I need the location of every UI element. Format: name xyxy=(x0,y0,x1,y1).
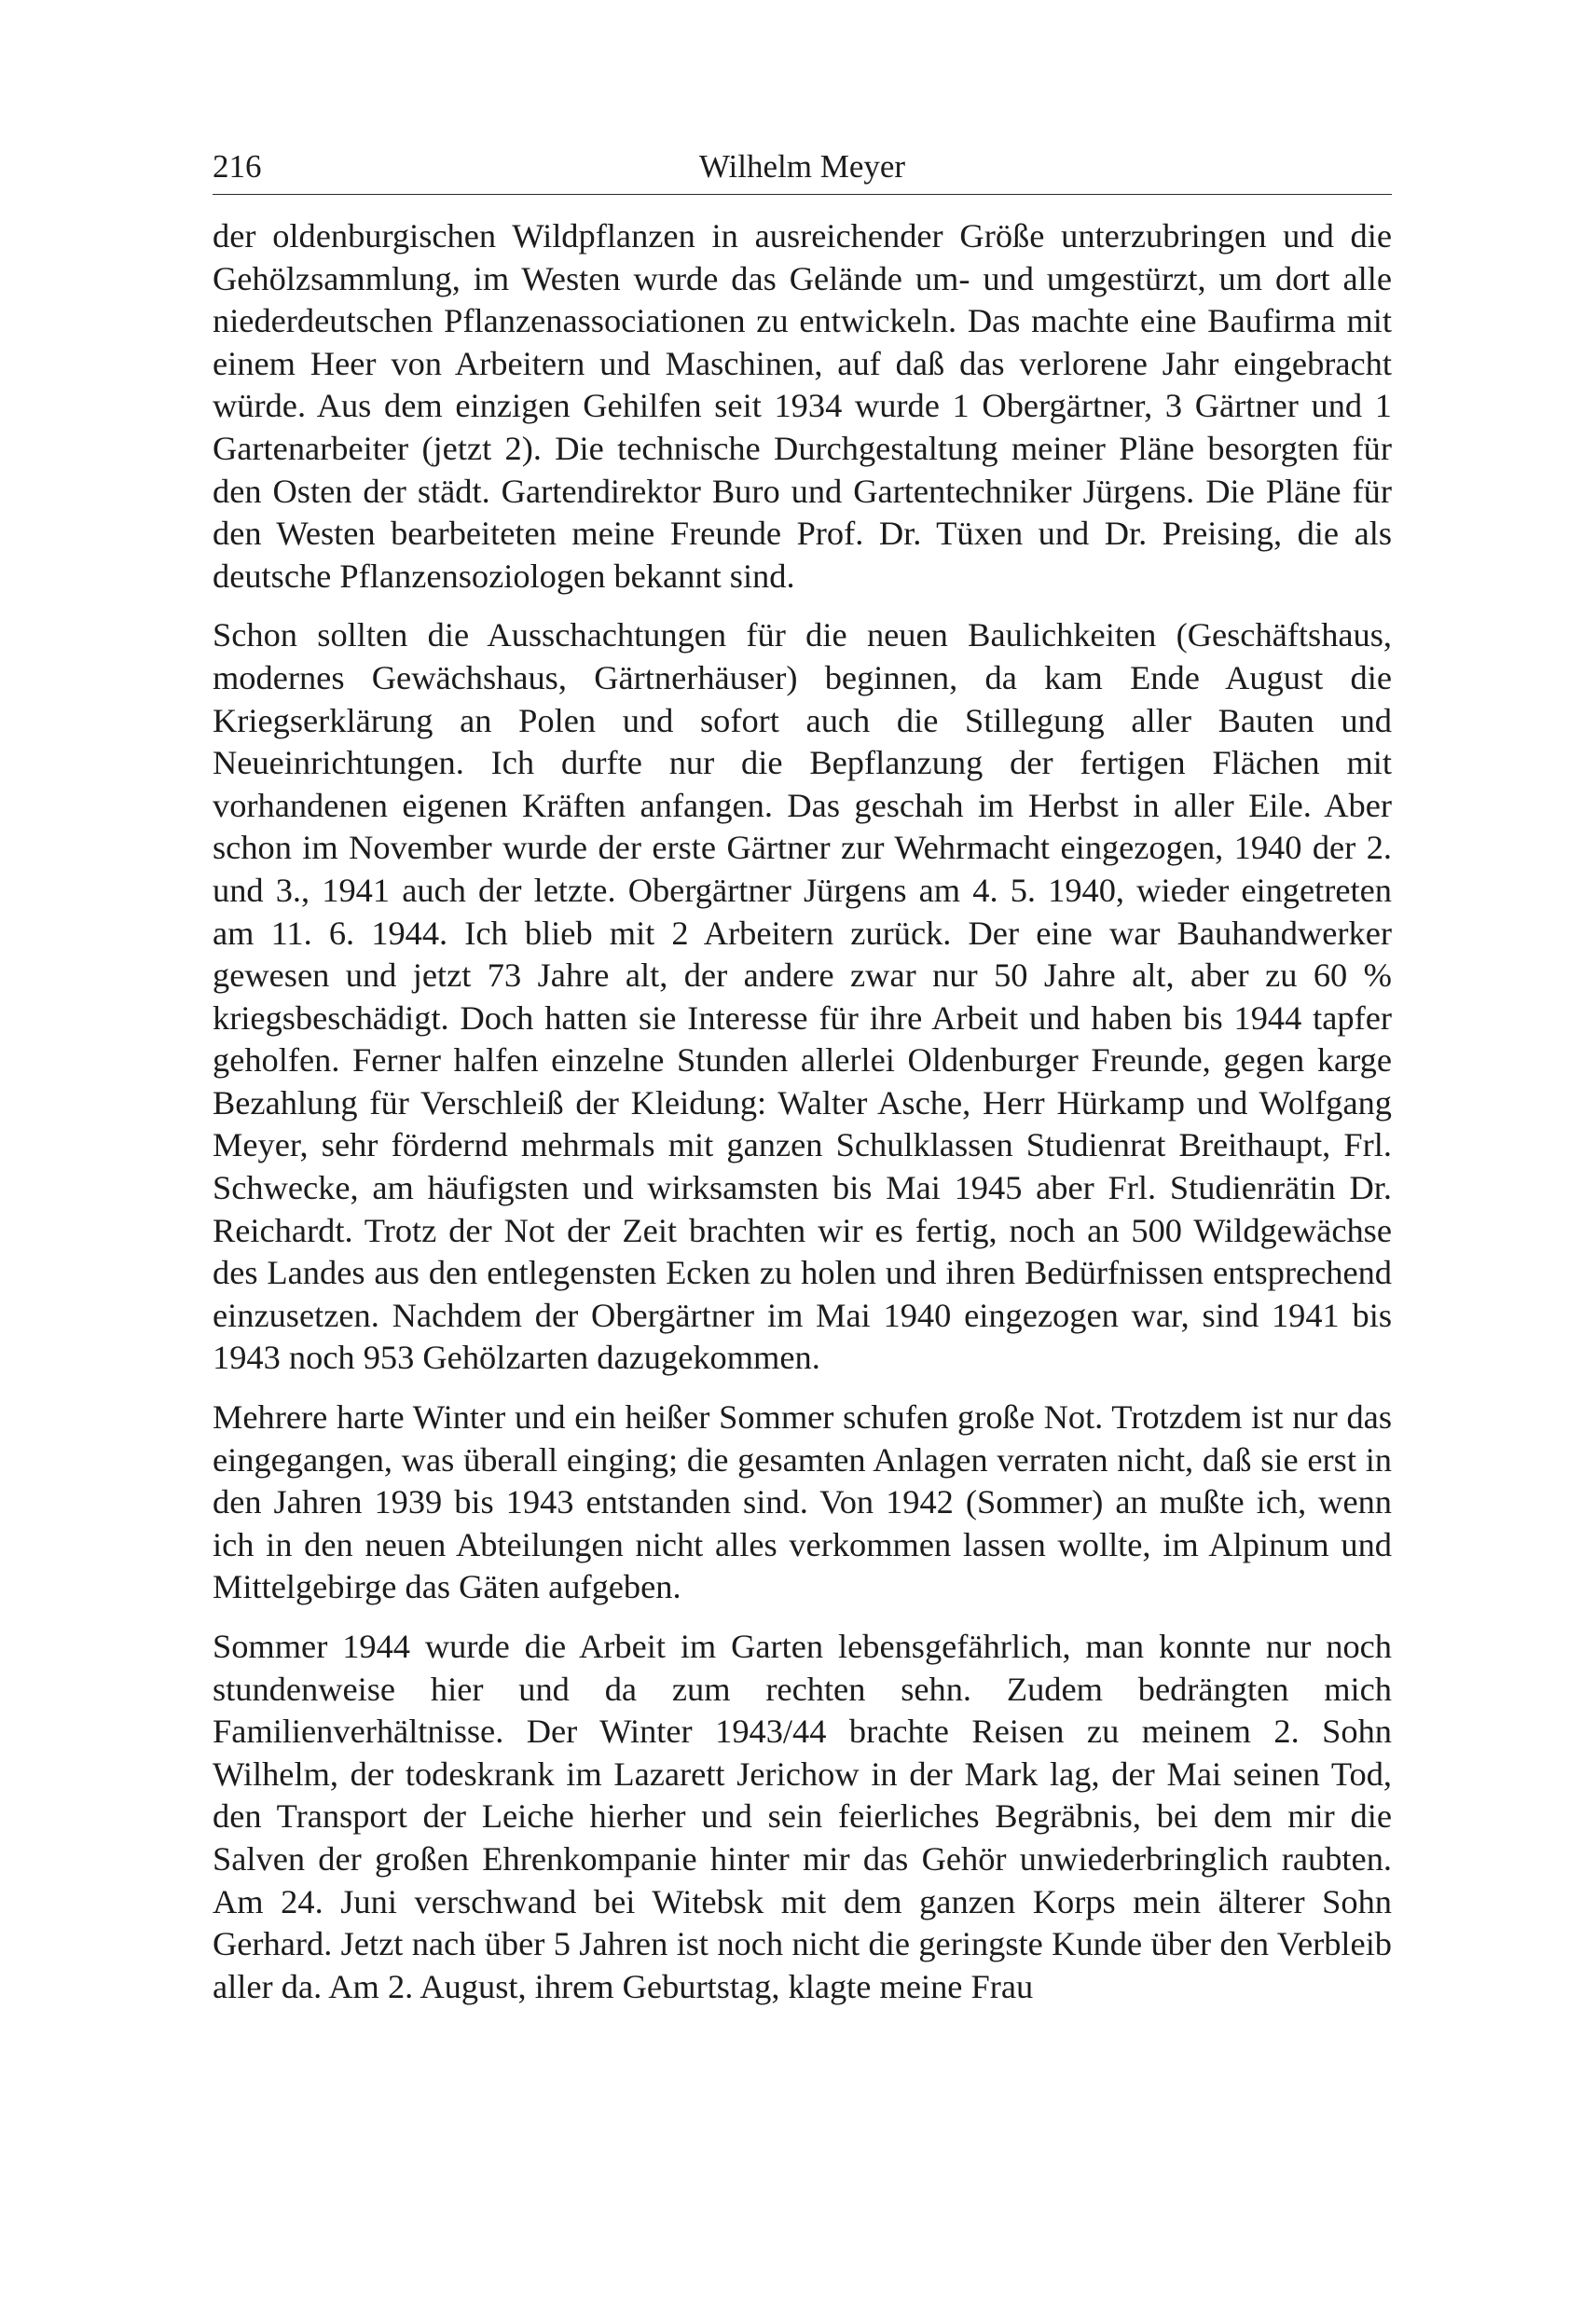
paragraph-2: Schon sollten die Ausschachtungen für die neuen Baulichkeiten (Geschäftshaus, modernes Gewächshaus, Gärtnerhäuser) beginnen, da kam Ende August die Kriegserklärung an Polen und sofort auch die Stillegung aller Bauten und Neueinrichtungen. Ich durfte nur die Bepflanzung der fertigen Flächen mit vorhandenen eigenen Kräften anfangen. Das geschah im Herbst in aller Eile. Aber schon im November wurde der erste Gärtner zur Wehrmacht eingezogen, 1940 der 2. und 3., 1941 auch der letzte. Obergärtner Jürgens am 4. 5. 1940, wieder eingetreten am 11. 6. 1944. Ich blieb mit 2 Arbeitern zurück. Der eine war Bauhandwerker gewesen und jetzt 73 Jahre alt, der andere zwar nur 50 Jahre alt, aber zu 60 % kriegsbeschädigt. Doch hatten sie Interesse für ihre Arbeit und haben bis 1944 tapfer geholfen. Ferner halfen einzelne Stunden allerlei Oldenburger Freunde, gegen karge Bezahlung für Verschleiß der Kleidung: Walter Asche, Herr Hürkamp und Wolfgang Meyer, sehr fördernd mehrmals mit ganzen Schulklassen Studienrat Breithaupt, Frl. Schwecke, am häufigsten und wirksamsten bis Mai 1945 aber Frl. Studienrätin Dr. Reichardt. Trotz der Not der Zeit brachten wir es fertig, noch an 500 Wildgewächse des Landes aus den entlegensten Ecken zu holen und ihren Bedürfnissen entsprechend einzusetzen. Nachdem der Obergärtner im Mai 1940 eingezogen war, sind 1941 bis 1943 noch 953 Gehölzarten dazugekommen. xyxy=(213,616,1392,1377)
paragraph-4: Sommer 1944 wurde die Arbeit im Garten lebensgefährlich, man konnte nur noch stundenweise hier und da zum rechten sehn. Zudem bedrängten mich Familienverhältnisse. Der Winter 1943/44 brachte Reisen zu meinem 2. Sohn Wilhelm, der todeskrank im Lazarett Jerichow in der Mark lag, der Mai seinen Tod, den Transport der Leiche hierher und sein feierliches Begräbnis, bei dem mir die Salven der großen Ehrenkompanie hinter mir das Gehör unwiederbringlich raubten. Am 24. Juni verschwand bei Witebsk mit dem ganzen Korps mein älterer Sohn Gerhard. Jetzt nach über 5 Jahren ist noch nicht die geringste Kunde über den Verbleib aller da. Am 2. August, ihrem Geburtstag, klagte meine Frau xyxy=(213,1628,1392,2005)
page-number: 216 xyxy=(213,148,262,185)
running-header xyxy=(213,140,1392,195)
body-text xyxy=(213,215,1392,2008)
paragraph-1: der oldenburgischen Wildpflanzen in ausreichender Größe unterzubringen und die Gehölzsammlung, im Westen wurde das Gelände um- und umgestürzt, um dort alle niederdeutschen Pflanzenassociationen zu entwickeln. Das machte eine Baufirma mit einem Heer von Arbeitern und Maschinen, auf daß das verlorene Jahr eingebracht würde. Aus dem einzigen Gehilfen seit 1934 wurde 1 Obergärtner, 3 Gärtner und 1 Gartenarbeiter (jetzt 2). Die technische Durchgestaltung meiner Pläne besorgten für den Osten der städt. Gartendirektor Buro und Gartentechniker Jürgens. Die Pläne für den Westen bearbeiteten meine Freunde Prof. Dr. Tüxen und Dr. Preising, die als deutsche Pflanzensoziologen bekannt sind. xyxy=(213,217,1392,595)
book-page xyxy=(213,140,1392,2025)
running-title: Wilhelm Meyer xyxy=(698,148,906,185)
paragraph-3: Mehrere harte Winter und ein heißer Sommer schufen große Not. Trotzdem ist nur das eingegangen, was überall einging; die gesamten Anlagen verraten nicht, daß sie erst in den Jahren 1939 bis 1943 entstanden sind. Von 1942 (Sommer) an mußte ich, wenn ich in den neuen Abteilungen nicht alles verkommen lassen wollte, im Alpinum und Mittelgebirge das Gäten aufgeben. xyxy=(213,1398,1392,1606)
